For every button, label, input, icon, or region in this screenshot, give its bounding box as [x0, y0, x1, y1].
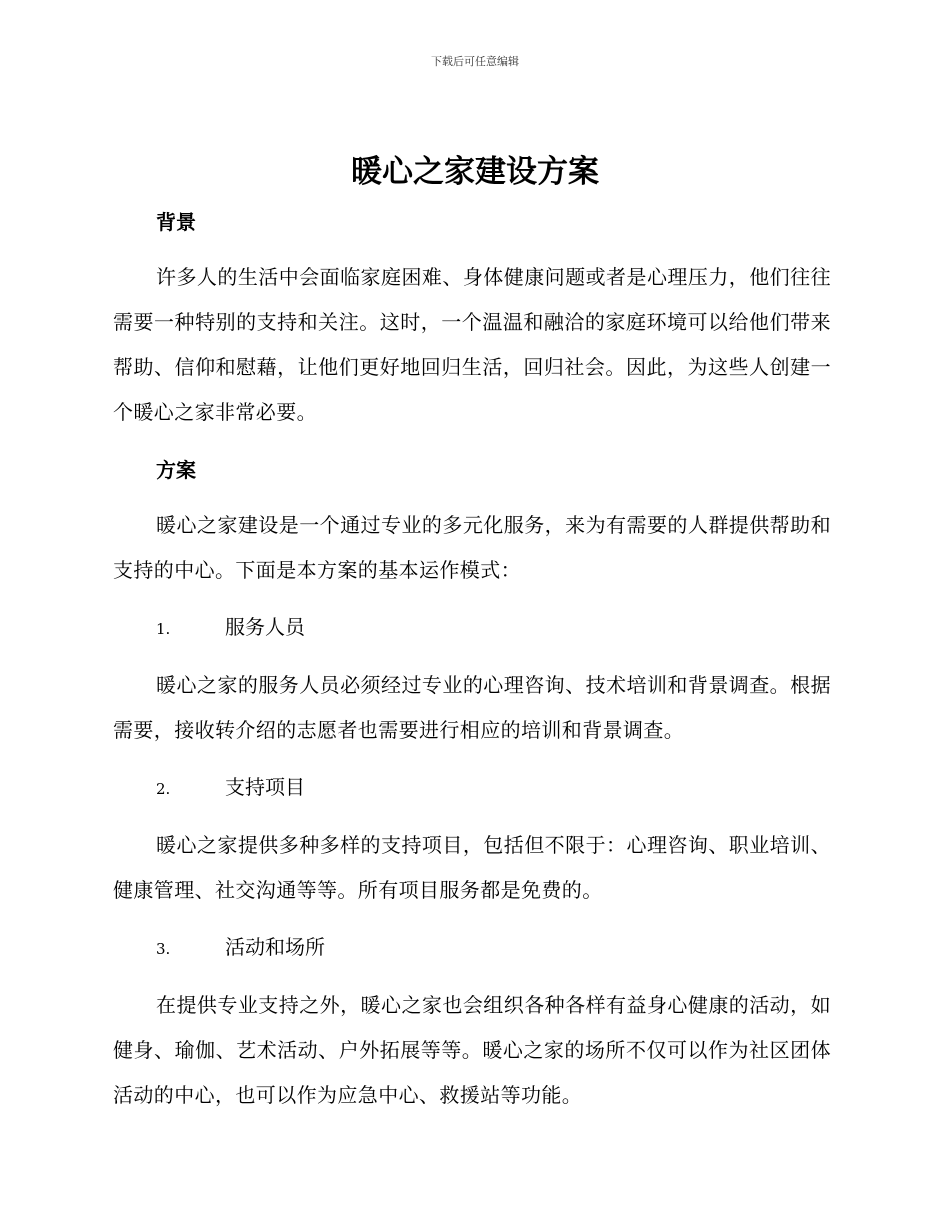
list-item-title: 服务人员	[225, 615, 305, 639]
background-paragraph: 许多人的生活中会面临家庭困难、身体健康问题或者是心理压力，他们往往需要一种特别的支持和关注。这时，一个温温和融洽的家庭环境可以给他们带来帮助、信仰和慰藉，让他们更好地回归生活，回归社会。因此，为这些人创建一个暖心之家非常必要。	[113, 265, 831, 424]
plan-paragraph: 暖心之家建设是一个通过专业的多元化服务，来为有需要的人群提供帮助和支持的中心。下面是本方案的基本运作模式：	[113, 513, 831, 582]
list-item-title: 支持项目	[225, 775, 305, 799]
section-heading-plan: 方案	[156, 458, 196, 482]
list-item-activities-venue	[113, 927, 831, 969]
list-item-number: 2.	[156, 780, 171, 798]
page-header-note: 下载后可任意编辑	[431, 55, 519, 68]
list-item-support-projects	[113, 767, 831, 809]
activities-venue-paragraph: 在提供专业支持之外，暖心之家也会组织各种各样有益身心健康的活动，如健身、瑜伽、艺术活动、户外拓展等等。暖心之家的场所不仅可以作为社区团体活动的中心，也可以作为应急中心、救援站等功能。	[113, 993, 831, 1107]
list-item-staff	[113, 607, 831, 649]
document-title: 暖心之家建设方案	[351, 154, 599, 190]
list-item-title: 活动和场所	[225, 935, 325, 959]
support-projects-paragraph: 暖心之家提供多种多样的支持项目，包括但不限于：心理咨询、职业培训、健康管理、社交沟通等等。所有项目服务都是免费的。	[113, 833, 831, 902]
list-item-number: 3.	[156, 940, 171, 958]
document-body	[113, 203, 831, 1118]
staff-paragraph: 暖心之家的服务人员必须经过专业的心理咨询、技术培训和背景调查。根据需要，接收转介绍的志愿者也需要进行相应的培训和背景调查。	[113, 673, 831, 742]
list-item-number: 1.	[156, 620, 171, 638]
section-heading-background: 背景	[156, 210, 196, 234]
